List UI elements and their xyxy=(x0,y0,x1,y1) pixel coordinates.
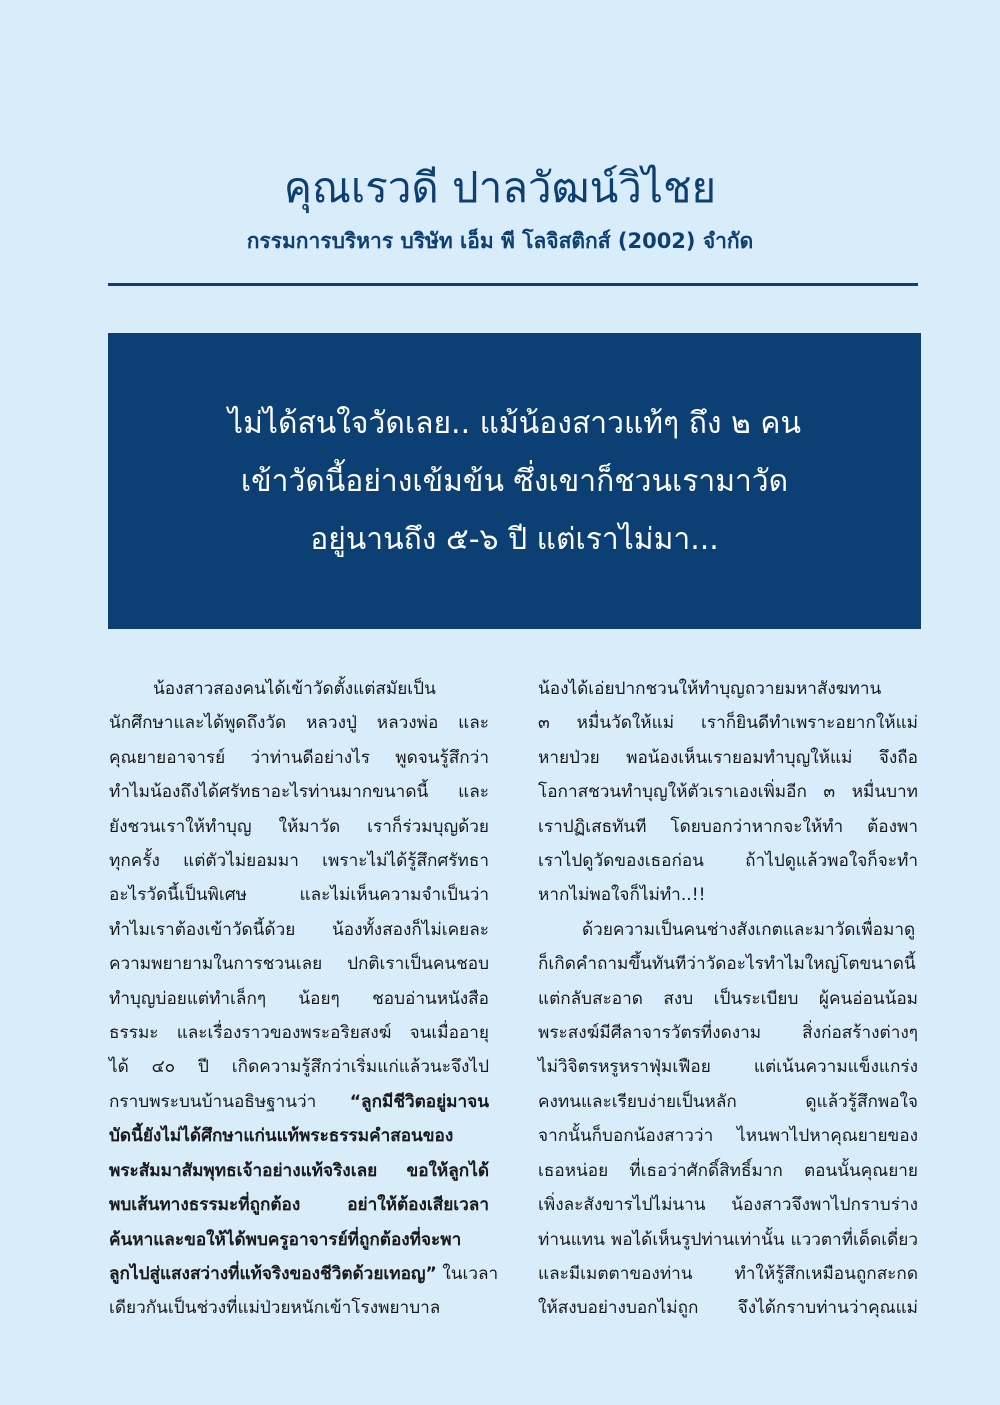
text-line-mixed xyxy=(109,1085,489,1119)
text-line: เพิ่งละสังขารไปไม่นาน น้องสาวจึงพาไปกราบร่าง xyxy=(538,1195,918,1216)
prayer-quote-bold: “ลูกมีชีวิตอยู่มาจน xyxy=(349,1091,489,1112)
pull-quote-line: เข้าวัดนี้อย่างเข้มข้น ซึ่งเขาก็ชวนเรามาวัด xyxy=(240,464,789,499)
text-line: ความพยายามในการชวนเลย ปกติเราเป็นคนชอบ xyxy=(109,954,489,975)
text-line: โอกาสชวนทำบุญให้ตัวเราเองเพิ่มอีก ๓ หมื่นบาท xyxy=(538,782,918,803)
prayer-quote-bold: ลูกไปสู่แสงสว่างที่แท้จริงของชีวิตด้วยเทอญ” xyxy=(109,1263,437,1284)
text-line: ให้สงบอย่างบอกไม่ถูก จึงได้กราบท่านว่าคุณแม่ xyxy=(538,1298,918,1319)
text-line: ไม่วิจิตรหรูหราฟุ่มเฟือย แต่เน้นความแข็งแกร่ง xyxy=(538,1057,918,1078)
text-line: หากไม่พอใจก็ไม่ทำ..!! xyxy=(538,885,706,906)
text-line: เราปฏิเสธทันที โดยบอกว่าหากจะให้ทำ ต้องพา xyxy=(538,816,918,837)
text-segment: ในเวลา xyxy=(436,1263,499,1284)
text-line: ทำบุญบ่อยแต่ทำเล็กๆ น้อยๆ ชอบอ่านหนังสือ xyxy=(109,988,489,1009)
text-line: ท่านแทน พอได้เห็นรูปท่านเท่านั้น แววตาที่เด็ดเดี่ยว xyxy=(538,1229,918,1250)
text-line: อะไรวัดนี้เป็นพิเศษ และไม่เห็นความจำเป็นว่า xyxy=(109,885,489,906)
prayer-quote-line: พระสัมมาสัมพุทธเจ้าอย่างแท้จริงเลย ขอให้ลูกได้ xyxy=(109,1160,489,1181)
text-line: เราไปดูวัดของเธอก่อน ถ้าไปดูแล้วพอใจก็จะทำ xyxy=(538,851,918,872)
profile-position: กรรมการบริหาร บริษัท เอ็ม พี โลจิสติกส์ (2002) จำกัด xyxy=(246,229,754,253)
prayer-quote-line: ค้นหาและขอให้ได้พบครูอาจารย์ที่ถูกต้องที่จะพา xyxy=(109,1229,462,1250)
text-segment: กราบพระบนบ้านอธิษฐานว่า xyxy=(109,1091,317,1112)
text-line: คงทนและเรียบง่ายเป็นหลัก ดูแล้วรู้สึกพอใจ xyxy=(538,1091,918,1112)
article-paragraph xyxy=(109,672,499,1326)
article-paragraph xyxy=(538,672,918,913)
text-line: นักศึกษาและได้พูดถึงวัด หลวงปู่ หลวงพ่อ และ xyxy=(109,713,489,734)
text-line: ทำไมเราต้องเข้าวัดนี้ด้วย น้องทั้งสองก็ไม่เคยละ xyxy=(109,919,489,940)
article-column-left xyxy=(109,672,499,1326)
text-line-mixed xyxy=(109,1257,499,1291)
text-line: และมีเมตตาของท่าน ทำให้รู้สึกเหมือนถูกสะกด xyxy=(538,1263,918,1284)
text-line: ทุกครั้ง แต่ตัวไม่ยอมมา เพราะไม่ได้รู้สึกศรัทธา xyxy=(109,851,489,872)
pull-quote-text xyxy=(108,395,921,569)
text-line: ยังชวนเราให้ทำบุญ ให้มาวัด เราก็ร่วมบุญด้วย xyxy=(109,816,489,837)
header-divider xyxy=(108,283,918,286)
article-paragraph xyxy=(538,913,918,1326)
text-line: แต่กลับสะอาด สงบ เป็นระเบียบ ผู้คนอ่อนน้อม xyxy=(538,988,918,1009)
pull-quote-box xyxy=(108,333,921,629)
text-line: ได้ ๔๐ ปี เกิดความรู้สึกว่าเริ่มแก่แล้วนะจึงไป xyxy=(109,1057,489,1078)
text-line: ก็เกิดคำถามขึ้นทันทีว่าวัดอะไรทำไมใหญ่โตขนาดนี้ xyxy=(538,954,916,975)
article-column-right xyxy=(538,672,918,1326)
text-line: น้องสาวสองคนได้เข้าวัดตั้งแต่สมัยเป็น xyxy=(153,679,436,699)
pull-quote-line: ไม่ได้สนใจวัดเลย.. แม้น้องสาวแท้ๆ ถึง ๒ คน xyxy=(228,406,801,441)
text-line: ๓ หมื่นวัดให้แม่ เราก็ยินดีทำเพราะอยากให้แม่ xyxy=(538,713,918,734)
text-line: น้องได้เอ่ยปากชวนให้ทำบุญถวายมหาสังฆทาน xyxy=(538,679,882,699)
text-line: พระสงฆ์มีศีลาจารวัตรที่งดงาม สิ่งก่อสร้างต่างๆ xyxy=(538,1023,918,1044)
text-line: จากนั้นก็บอกน้องสาวว่า ไหนพาไปหาคุณยายของ xyxy=(538,1126,918,1147)
profile-name: คุณเรวดี ปาลวัฒน์วิไชย xyxy=(283,163,717,212)
prayer-quote-line: พบเส้นทางธรรมะที่ถูกต้อง อย่าให้ต้องเสียเวลา xyxy=(109,1195,489,1216)
prayer-quote-line: บัดนี้ยังไม่ได้ศึกษาแก่นแท้พระธรรมคำสอนของ xyxy=(109,1126,454,1147)
text-line: เดียวกันเป็นช่วงที่แม่ป่วยหนักเข้าโรงพยาบาล xyxy=(109,1298,441,1319)
text-line: คุณยายอาจารย์ ว่าท่านดีอย่างไร พูดจนรู้สึกว่า xyxy=(109,747,489,768)
text-line: ธรรมะ และเรื่องราวของพระอริยสงฆ์ จนเมื่ออายุ xyxy=(109,1023,489,1044)
text-line: หายป่วย พอน้องเห็นเรายอมทำบุญให้แม่ จึงถือ xyxy=(538,747,918,768)
text-line: ทำไมน้องถึงได้ศรัทธาอะไรท่านมากขนาดนี้ และ xyxy=(109,782,489,803)
pull-quote-line: อยู่นานถึง ๕-๖ ปี แต่เราไม่มา... xyxy=(310,522,719,557)
text-line: เธอหน่อย ที่เธอว่าศักดิ์สิทธิ์มาก ตอนนั้นคุณยาย xyxy=(538,1160,918,1181)
text-line: ด้วยความเป็นคนช่างสังเกตและมาวัดเพื่อมาดู xyxy=(582,919,916,940)
